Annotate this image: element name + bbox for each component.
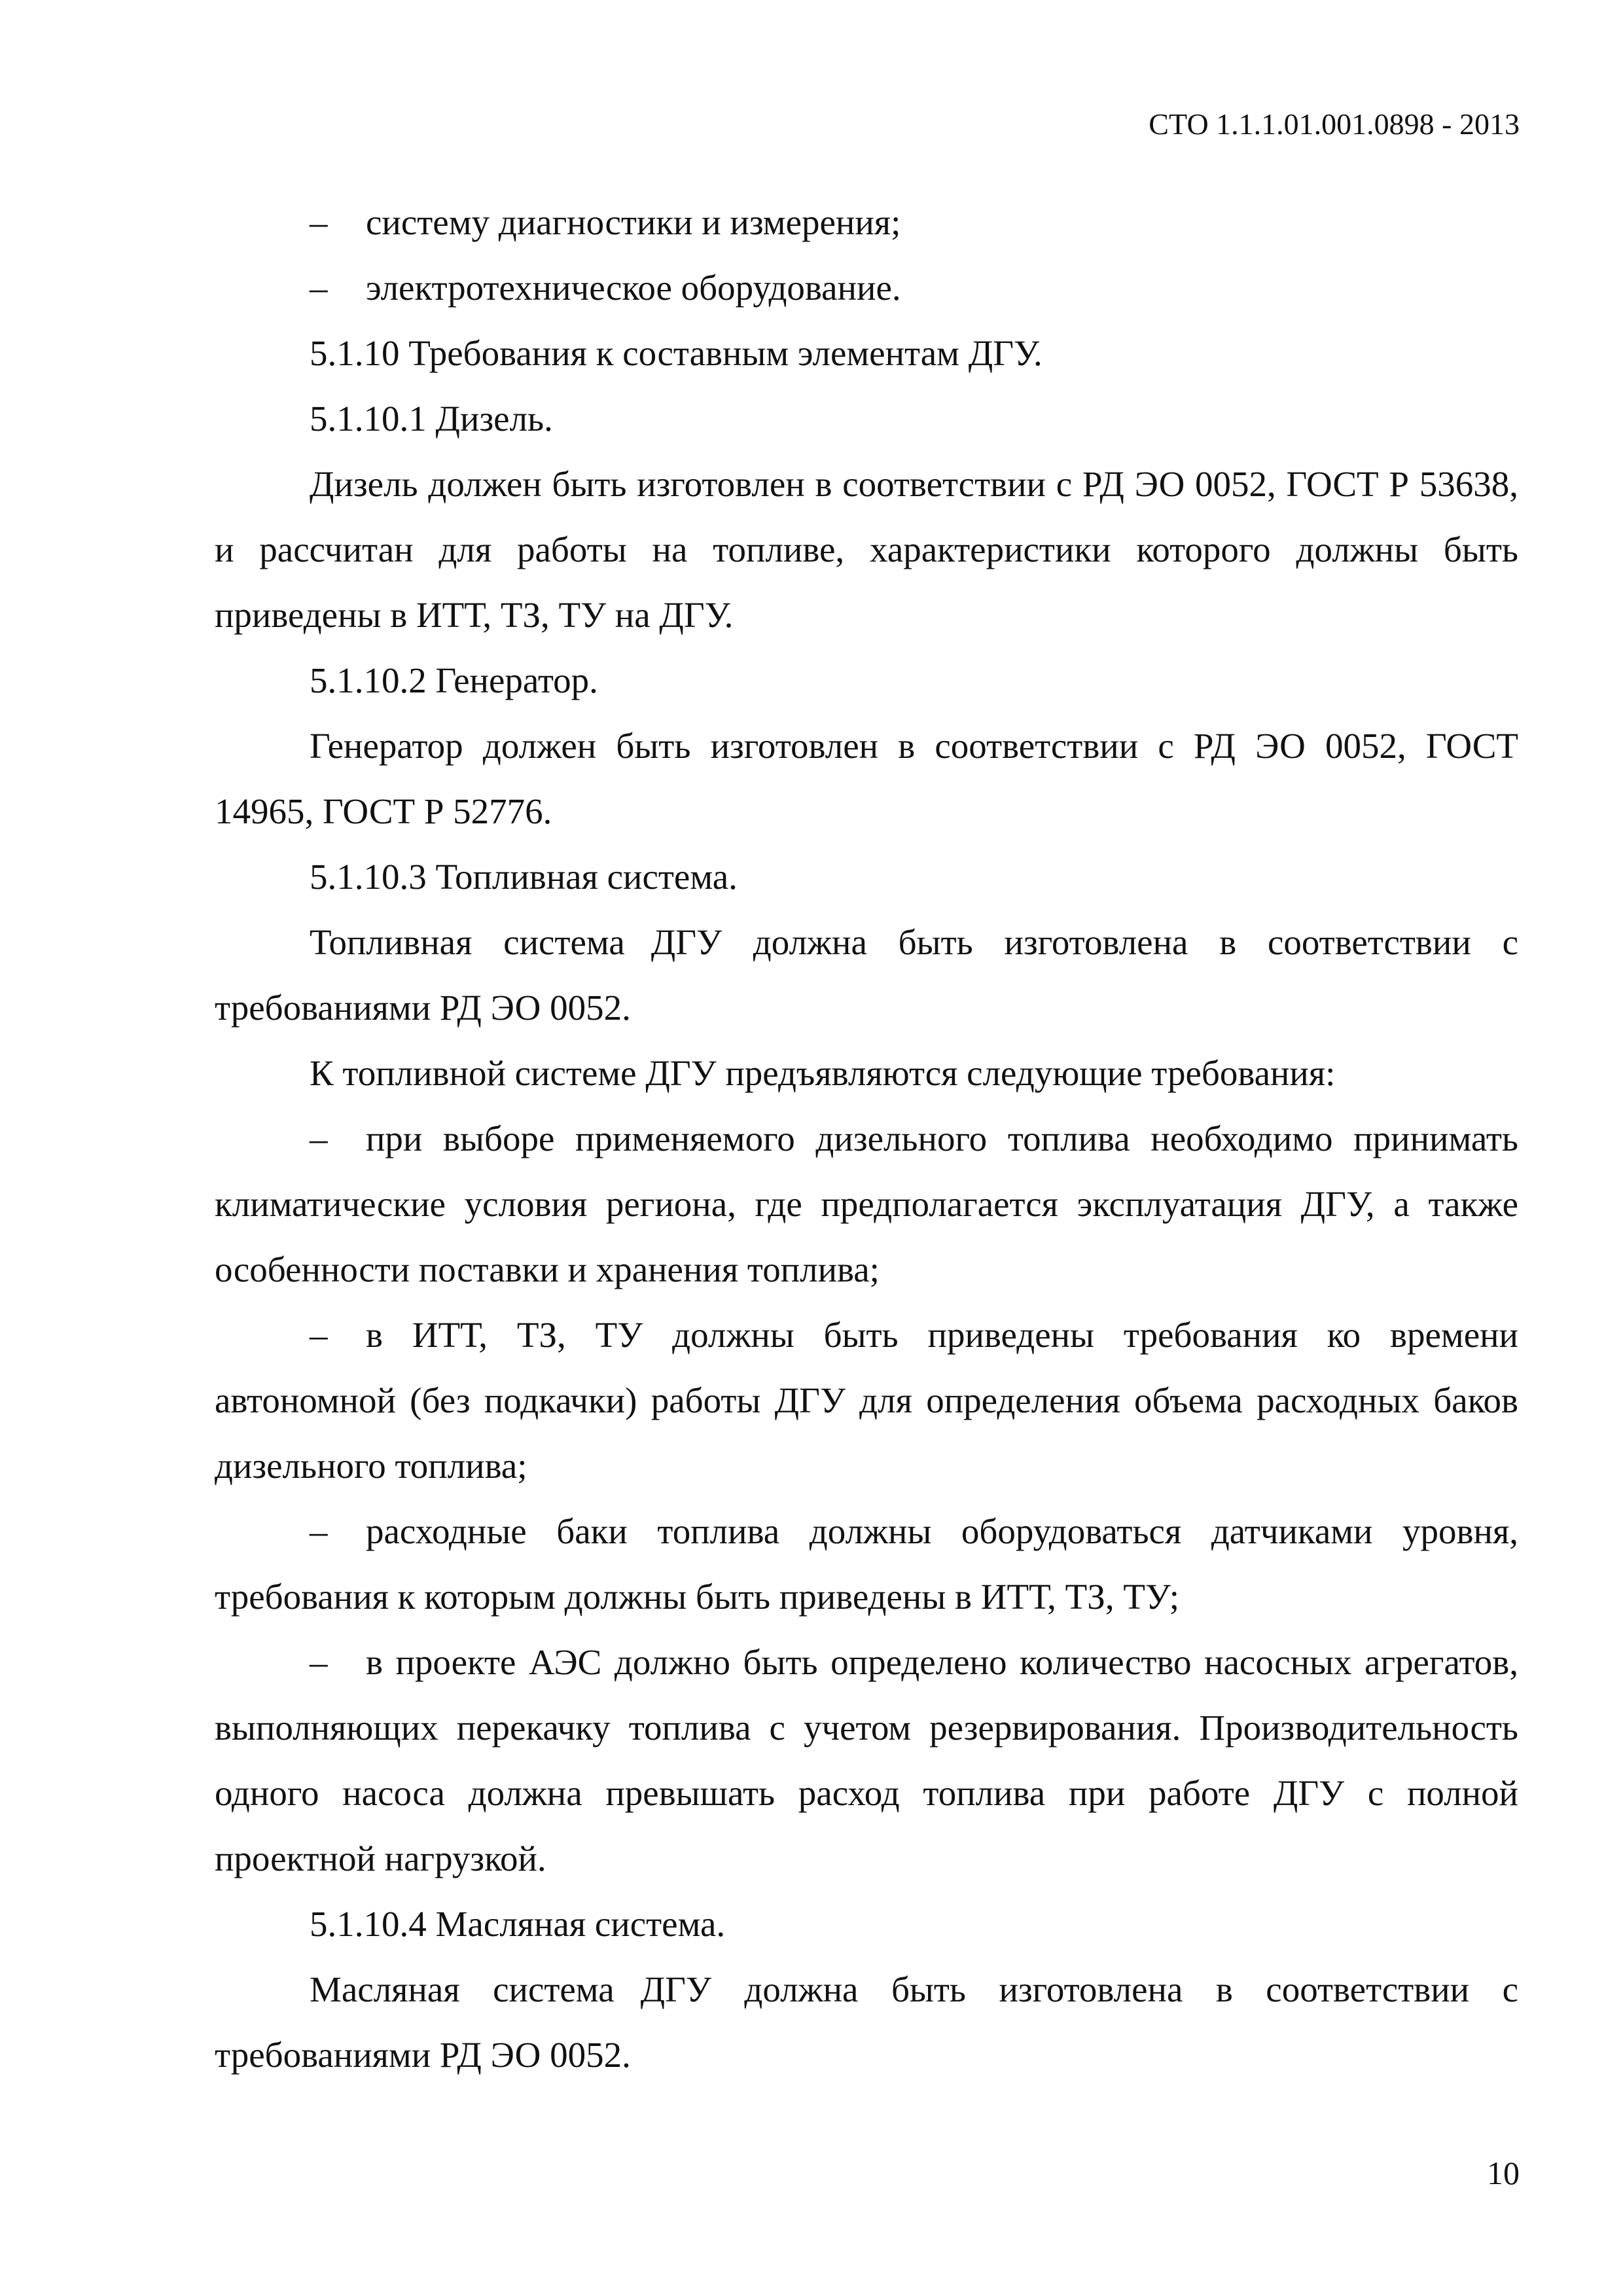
fuel-requirement-item (215, 1302, 1518, 1499)
section-heading-5-1-10-2: 5.1.10.2 Генератор. (310, 660, 598, 700)
dash-marker: – (310, 1315, 328, 1355)
section-heading-5-1-10-3: 5.1.10.3 Топливная система. (310, 857, 738, 897)
document-body (215, 190, 1518, 2088)
dash-marker: – (310, 202, 328, 242)
oil-system-predicate: ДГУ должна быть изготовлена в соответствии с требованиями РД ЭО 0052. (215, 1969, 1518, 2075)
fuel-system-paragraph (215, 910, 1518, 1041)
dash-marker: – (310, 1119, 328, 1158)
section-heading-5-1-10-1: 5.1.10.1 Дизель. (310, 399, 553, 439)
dash-marker: – (310, 1642, 328, 1682)
section-heading-5-1-10-4: 5.1.10.4 Масляная система. (310, 1904, 726, 1944)
list-item-diagnostics (215, 190, 1518, 255)
section-heading-5-1-10: 5.1.10 Требования к составным элементам ДГУ. (310, 333, 1043, 373)
fuel-requirement-item (215, 1499, 1518, 1630)
fuel-requirement-item (215, 1106, 1518, 1302)
fuel-system-predicate: ДГУ должна быть изготовлена в соответствии с требованиями РД ЭО 0052. (215, 922, 1518, 1028)
dash-marker: – (310, 1511, 328, 1551)
document-code: СТО 1.1.1.01.001.0898 - 2013 (1149, 107, 1520, 141)
fuel-system-subject: Топливная система (310, 922, 625, 962)
list-item-text: в проекте АЭС должно быть определено количество насосных агрегатов, выполняющих перекачку топлива с учетом резервирования. Производительность одного насоса должна превышать расход топлива при работе ДГУ с полной проектной нагрузкой. (215, 1642, 1518, 1878)
oil-system-paragraph (215, 1957, 1518, 2088)
list-item-text: систему диагностики и измерения; (366, 202, 901, 242)
dash-marker: – (310, 268, 328, 308)
list-item-text: при выборе применяемого дизельного топлива необходимо принимать климатические условия региона, где предполагается эксплуатация ДГУ, а также особенности поставки и хранения топлива; (215, 1119, 1518, 1289)
generator-paragraph: Генератор должен быть изготовлен в соответствии с РД ЭО 0052, ГОСТ 14965, ГОСТ Р 52776. (215, 726, 1518, 831)
list-item-text: в ИТТ, ТЗ, ТУ должны быть приведены требования ко времени автономной (без подкачки) работы ДГУ для определения объема расходных баков дизельного топлива; (215, 1315, 1518, 1486)
list-item-text: расходные баки топлива должны оборудоваться датчиками уровня, требования к которым должны быть приведены в ИТТ, ТЗ, ТУ; (215, 1511, 1518, 1617)
list-item-text: электротехническое оборудование. (366, 268, 901, 308)
page-number: 10 (1487, 2155, 1520, 2191)
list-item-electro (215, 255, 1518, 321)
oil-system-subject: Масляная система (310, 1969, 615, 2009)
diesel-paragraph: Дизель должен быть изготовлен в соответствии с РД ЭО 0052, ГОСТ Р 53638, и рассчитан для работы на топливе, характеристики которого должны быть приведены в ИТТ, ТЗ, ТУ на ДГУ. (215, 464, 1518, 635)
fuel-requirement-item (215, 1630, 1518, 1892)
fuel-requirements-intro: К топливной системе ДГУ предъявляются следующие требования: (310, 1053, 1336, 1093)
